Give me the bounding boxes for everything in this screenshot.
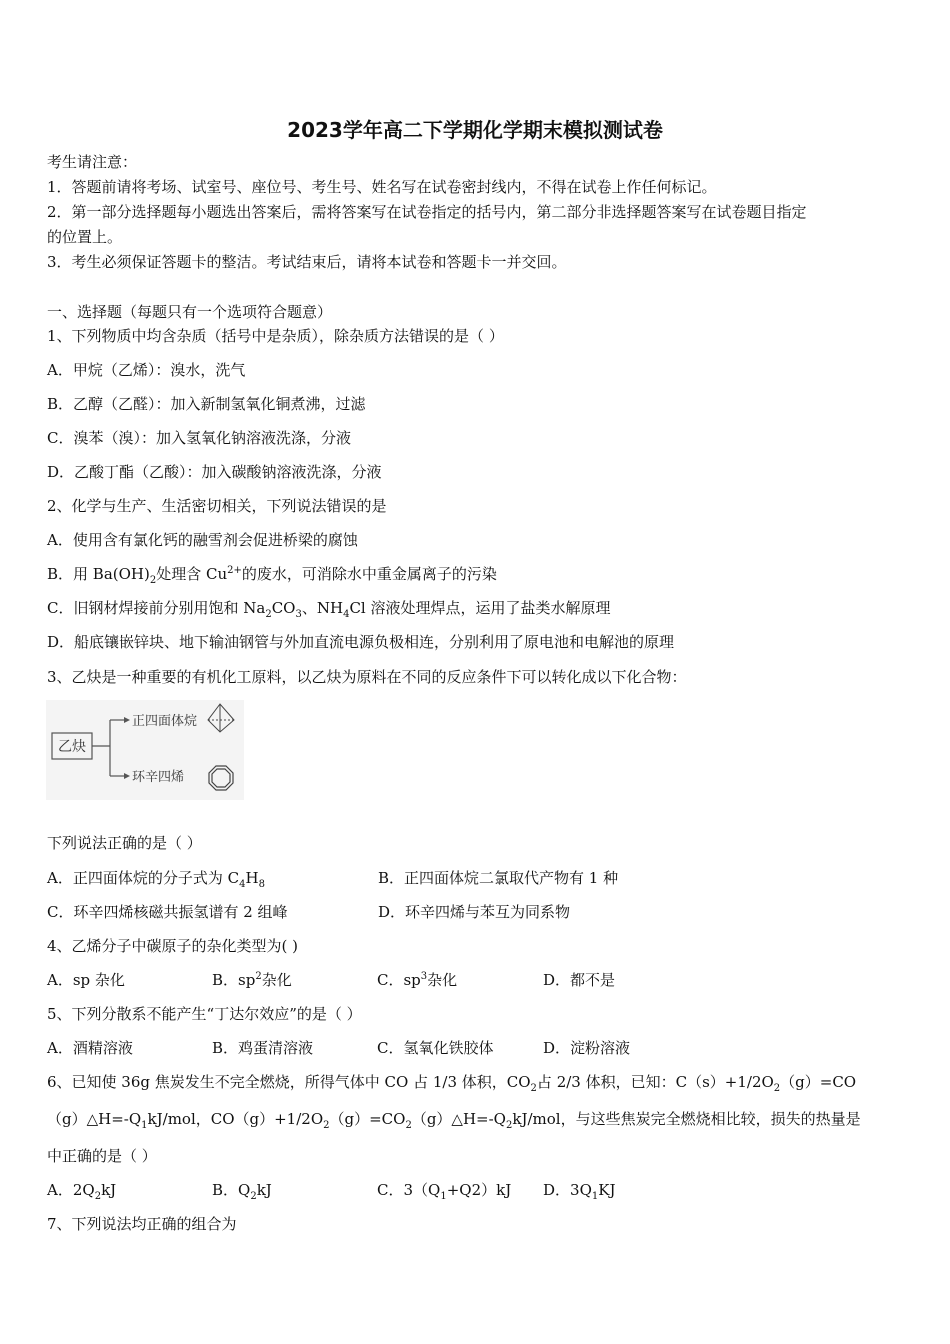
reaction-diagram-svg bbox=[46, 700, 244, 800]
top-arrow-head bbox=[124, 717, 130, 723]
q6-stem-line-2: $(g)\triangle H=-Q_1kJ$/mol，$CO(g)+1/2O_2(g)=CO_2(g)\triangle H=-Q_2kJ$/mol，与这些焦炭完全燃烧相比较，损失的热量是 bbox=[47, 1110, 861, 1131]
q3-option-a: A．正四面体烷的分子式为 $C_4H_8$ bbox=[47, 869, 265, 890]
q1-stem: 1、下列物质中均含杂质（括号中是杂质），除杂质方法错误的是（ ） bbox=[47, 327, 504, 345]
notice-item-3: 3．考生必须保证答题卡的整洁。考试结束后，请将本试卷和答题卡一并交回。 bbox=[47, 253, 567, 271]
q3-option-b: B．正四面体烷二氯取代产物有 1 种 bbox=[378, 869, 619, 887]
q6-option-d: D．$3Q_1KJ$ bbox=[543, 1181, 616, 1202]
q5-option-d: D．淀粉溶液 bbox=[543, 1039, 631, 1057]
q2-option-a: A．使用含有氯化钙的融雪剂会促进桥梁的腐蚀 bbox=[47, 531, 358, 549]
q4-stem: 4、乙烯分子中碳原子的杂化类型为( ) bbox=[47, 937, 299, 955]
notice-heading: 考生请注意： bbox=[47, 153, 138, 171]
q4-option-b: B．$sp^2$杂化 bbox=[212, 971, 292, 989]
q1-option-c: C．溴苯（溴）：加入氢氧化钠溶液洗涤，分液 bbox=[47, 429, 351, 447]
reaction-diagram bbox=[46, 700, 244, 800]
q5-stem: 5、下列分散系不能产生“丁达尔效应”的是（ ） bbox=[47, 1005, 362, 1023]
q5-option-a: A．酒精溶液 bbox=[47, 1039, 133, 1057]
top-product-label: 正四面体烷 bbox=[132, 714, 198, 729]
q2-option-d: D．船底镶嵌锌块、地下输油钢管与外加直流电源负极相连，分别利用了原电池和电解池的原理 bbox=[47, 633, 675, 651]
q5-option-b: B．鸡蛋清溶液 bbox=[212, 1039, 314, 1057]
q5-option-c: C．氢氧化铁胶体 bbox=[377, 1039, 494, 1057]
bottom-arrow-head bbox=[124, 773, 130, 779]
source-label: 乙炔 bbox=[58, 739, 86, 755]
tetrahedrane-icon bbox=[208, 704, 234, 732]
q3-option-c: C．环辛四烯核磁共振氢谱有 2 组峰 bbox=[47, 903, 288, 921]
q2-option-c: C．旧钢材焊接前分别用饱和 $Na_2CO_3$、$NH_4Cl$ 溶液处理焊点，运用了盐类水解原理 bbox=[47, 599, 611, 620]
q7-stem: 7、下列说法均正确的组合为 bbox=[47, 1215, 237, 1233]
exam-title: 2023学年高二下学期化学期末模拟测试卷 bbox=[287, 118, 663, 142]
q1-option-d: D．乙酸丁酯（乙酸）：加入碳酸钠溶液洗涤，分液 bbox=[47, 463, 382, 481]
q6-stem-line-3: 中正确的是（ ） bbox=[47, 1147, 157, 1165]
q4-option-d: D．都不是 bbox=[543, 971, 616, 989]
q2-stem: 2、化学与生产、生活密切相关，下列说法错误的是 bbox=[47, 497, 387, 515]
q1-option-a: A．甲烷（乙烯）：溴水，洗气 bbox=[47, 361, 246, 379]
notice-item-1: 1．答题前请将考场、试室号、座位号、考生号、姓名写在试卷密封线内，不得在试卷上作任何标记。 bbox=[47, 178, 717, 196]
section-heading: 一、选择题（每题只有一个选项符合题意） bbox=[47, 303, 333, 321]
cyclooctatetraene-icon bbox=[209, 766, 233, 790]
q6-stem-line-1: 6、已知使 36g 焦炭发生不完全燃烧，所得气体中 CO 占 1/3 体积，$CO_2$占 2/3 体积，已知：$C(s)+1/2O_2(g)=CO$ bbox=[47, 1073, 857, 1094]
q4-option-a: A．sp 杂化 bbox=[47, 971, 125, 989]
q6-option-c: C．$3(Q_1+Q2)kJ$ bbox=[377, 1181, 512, 1202]
q3-stem: 3、乙炔是一种重要的有机化工原料，以乙炔为原料在不同的反应条件下可以转化成以下化合物： bbox=[47, 668, 687, 686]
bottom-product-label: 环辛四烯 bbox=[132, 770, 185, 785]
q3-option-d: D．环辛四烯与苯互为同系物 bbox=[378, 903, 571, 921]
q3-ask: 下列说法正确的是（ ） bbox=[47, 834, 202, 852]
q2-option-b: B．用 $Ba(OH)_2$处理含 $Cu^{2+}$的废水，可消除水中重金属离子的污染 bbox=[47, 565, 497, 586]
q1-option-b: B．乙醇（乙醛）：加入新制氢氧化铜煮沸，过滤 bbox=[47, 395, 366, 413]
notice-item-2-cont: 的位置上。 bbox=[47, 228, 123, 246]
q6-option-b: B．$Q_2kJ$ bbox=[212, 1181, 272, 1202]
notice-item-2: 2．第一部分选择题每小题选出答案后，需将答案写在试卷指定的括号内，第二部分非选择题答案写在试卷题目指定 bbox=[47, 203, 807, 221]
q4-option-c: C．$sp^3$杂化 bbox=[377, 971, 458, 989]
q6-option-a: A．$2Q_2kJ$ bbox=[47, 1181, 117, 1202]
